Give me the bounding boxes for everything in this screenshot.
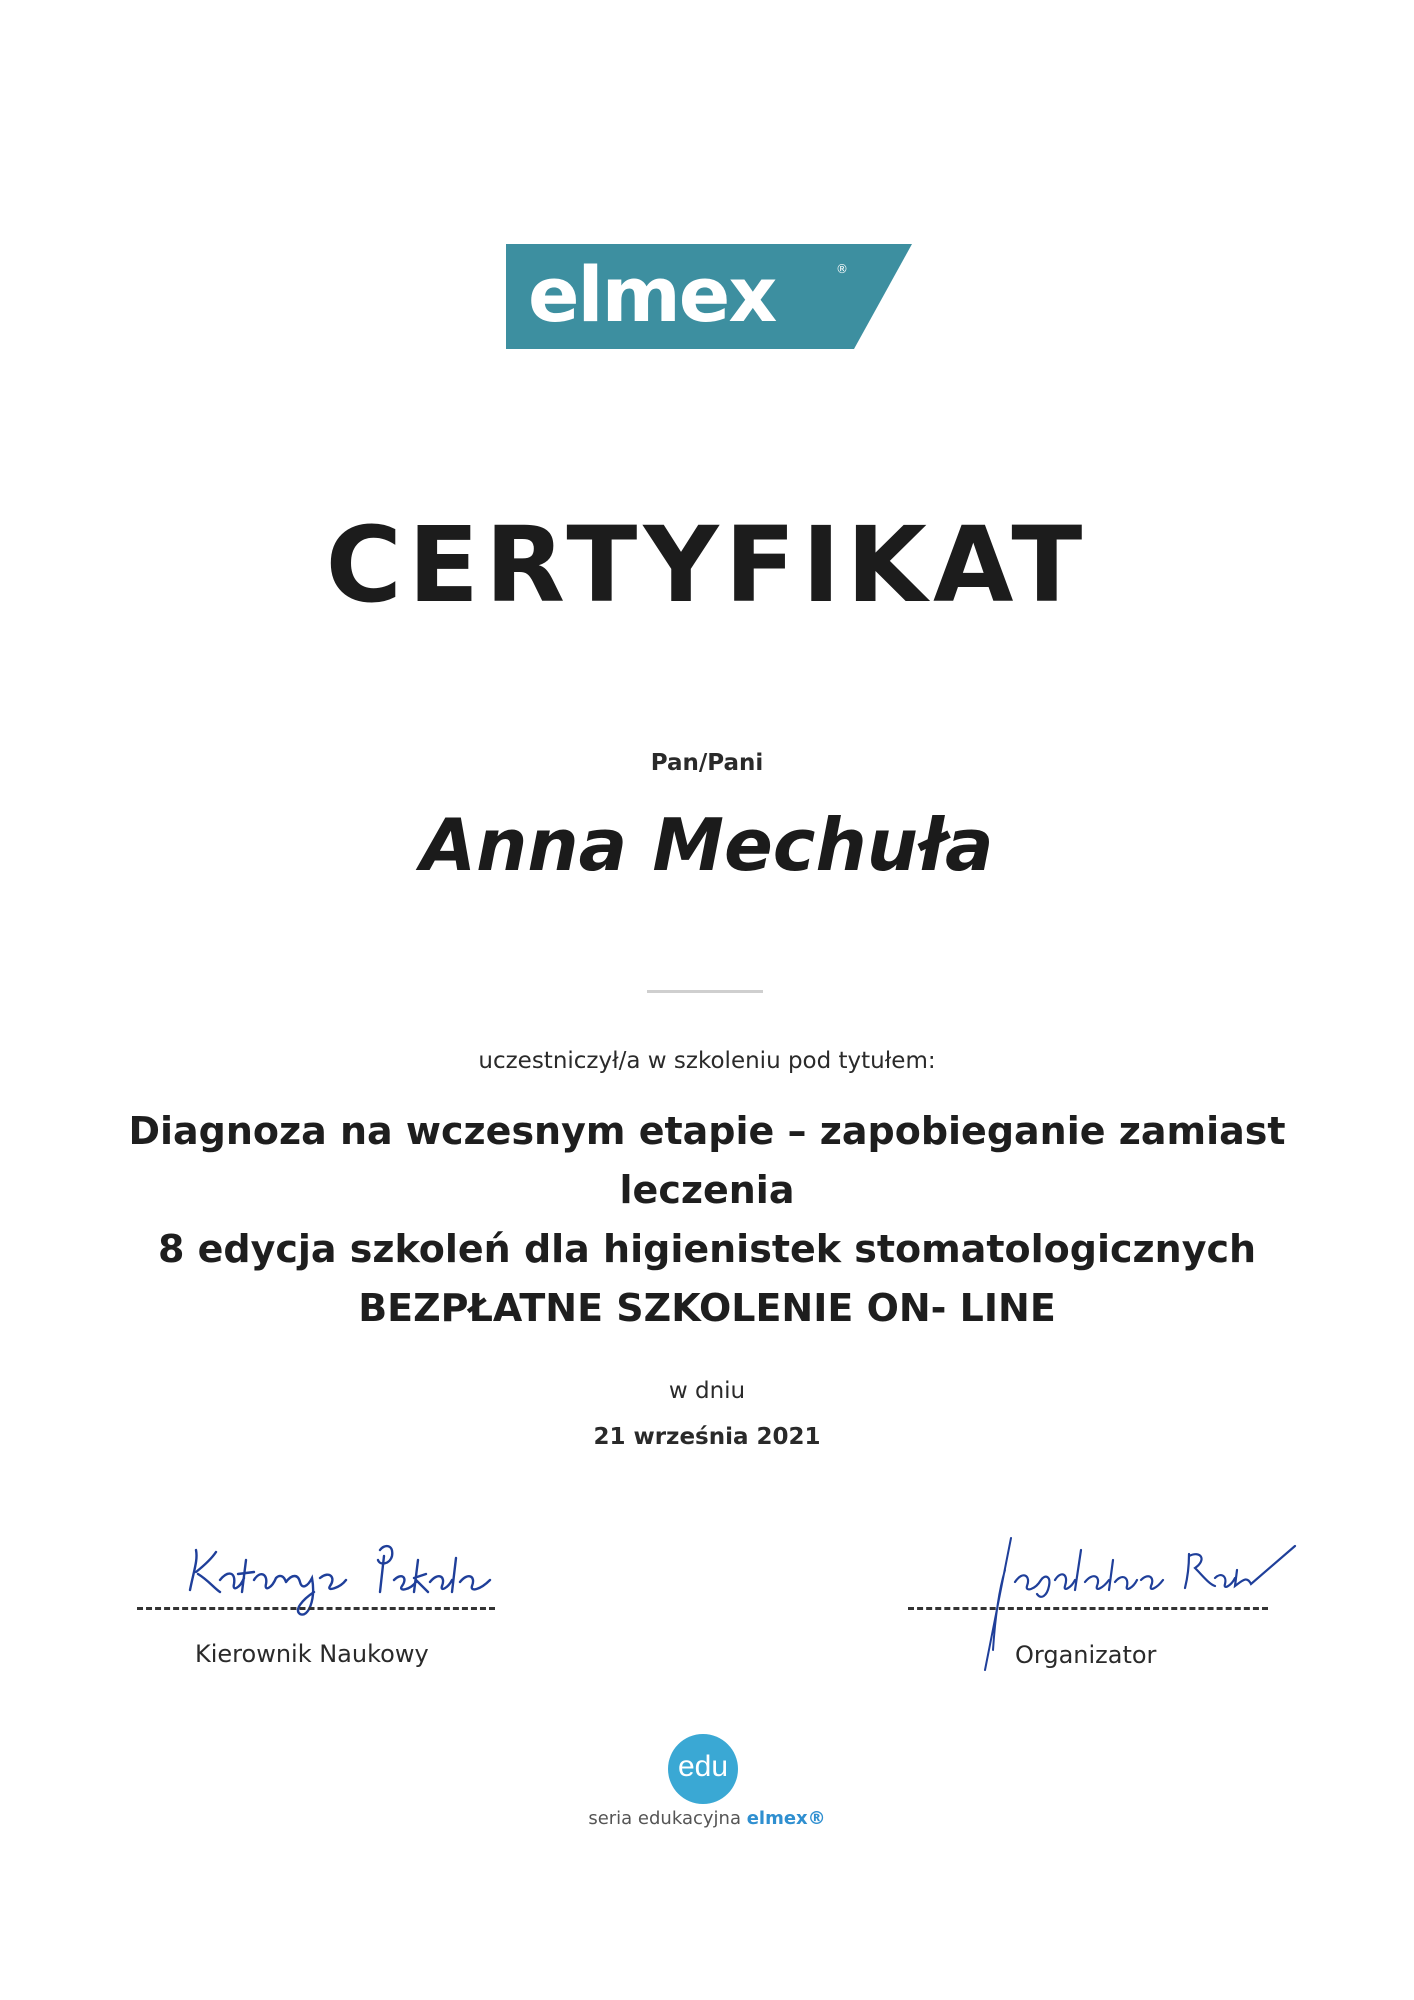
signature-line-right (908, 1607, 1268, 1610)
signature-line-left (137, 1607, 495, 1610)
recipient-name: Anna Mechuła (420, 803, 994, 887)
signature-role-left: Kierownik Naukowy (195, 1640, 429, 1668)
certificate-title: CERTYFIKAT (325, 504, 1089, 626)
event-date: 21 września 2021 (593, 1424, 821, 1450)
course-line: BEZPŁATNE SZKOLENIE ON- LINE (358, 1286, 1056, 1330)
series-brand: elmex® (746, 1808, 826, 1829)
signature-role-right: Organizator (1015, 1641, 1157, 1669)
participation-text: uczestniczył/a w szkoleniu pod tytułem: (478, 1048, 936, 1074)
course-title (0, 1102, 1414, 1338)
registered-mark: ® (836, 262, 848, 276)
series-text: seria edukacyjna (588, 1808, 741, 1829)
edu-badge-icon: edu (668, 1734, 738, 1804)
course-line: Diagnoza na wczesnym etapie – zapobieganie zamiast (128, 1109, 1286, 1153)
divider (647, 990, 763, 993)
course-line: 8 edycja szkoleń dla higienistek stomatologicznych (157, 1227, 1257, 1271)
series-caption (0, 1808, 1414, 1829)
logo-wordmark: elmex (528, 250, 776, 339)
course-line: leczenia (619, 1168, 795, 1212)
salutation: Pan/Pani (650, 750, 764, 776)
elmex-logo (506, 244, 912, 349)
on-day-label: w dniu (668, 1378, 746, 1404)
